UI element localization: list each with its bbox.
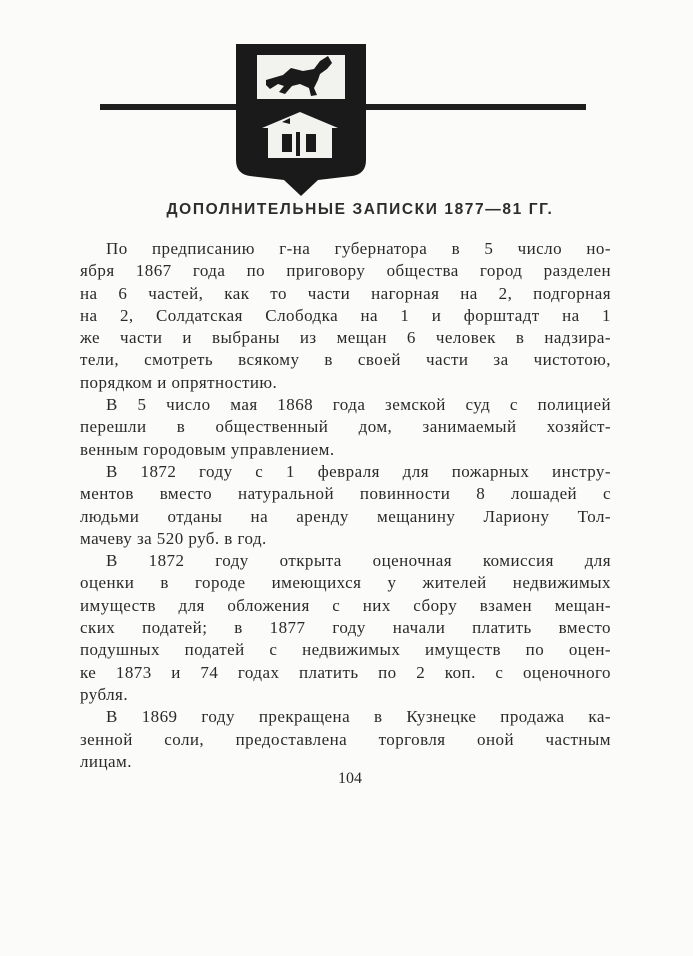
text-line: ке 1873 и 74 годах платить по 2 коп. с оценочного — [80, 662, 611, 682]
text-line: порядком и опрятностию. — [80, 372, 278, 392]
text-line: В 1869 году прекращена в Кузнецке продажа ка- — [106, 707, 611, 727]
text-line: на 2, Солдатская Слободка на 1 и форштадт на 1 — [80, 305, 611, 325]
coat-of-arms-emblem — [0, 0, 693, 200]
text-line: тели, смотреть всякому в своей части за чистотою, — [80, 350, 611, 370]
text-line: перешли в общественный дом, занимаемый хозяйст- — [80, 417, 611, 437]
text-line: рубля. — [80, 684, 129, 704]
text-line: подушных податей с недвижимых имуществ по оцен- — [80, 640, 611, 660]
page-title: ДОПОЛНИТЕЛЬНЫЕ ЗАПИСКИ 1877—81 ГГ. — [166, 201, 554, 218]
text-line: оценки в городе имеющихся у жителей недвижимых — [80, 573, 611, 593]
body-text — [80, 238, 611, 773]
page-number: 104 — [338, 770, 362, 787]
text-line: По предписанию г-на губернатора в 5 число но- — [106, 239, 611, 258]
text-line: людьми отданы на аренду мещанину Лариону Тол- — [80, 506, 611, 526]
text-line: же части и выбраны из мещан 6 человек в надзира- — [80, 328, 611, 348]
text-line: на 6 частей, как то части нагорная на 2, подгорная — [80, 283, 611, 303]
text-line: зенной соли, предоставлена торговля оной частным — [80, 729, 611, 749]
text-line: В 1872 году с 1 февраля для пожарных инстру- — [106, 461, 611, 481]
text-line: лицам. — [80, 751, 132, 771]
text-line: ября 1867 года по приговору общества город разделен — [80, 261, 611, 281]
text-line: В 1872 году открыта оценочная комиссия для — [106, 551, 611, 571]
text-line: ских податей; в 1877 году начали платить вместо — [80, 618, 611, 638]
text-line: венным городовым управлением. — [80, 439, 335, 459]
text-line: ментов вместо натуральной повинности 8 лошадей с — [80, 484, 611, 504]
text-line: В 5 число мая 1868 года земской суд с полицией — [106, 395, 611, 415]
text-line: имуществ для обложения с них сбору взамен мещан- — [80, 595, 611, 615]
text-line: мачеву за 520 руб. в год. — [80, 528, 267, 548]
